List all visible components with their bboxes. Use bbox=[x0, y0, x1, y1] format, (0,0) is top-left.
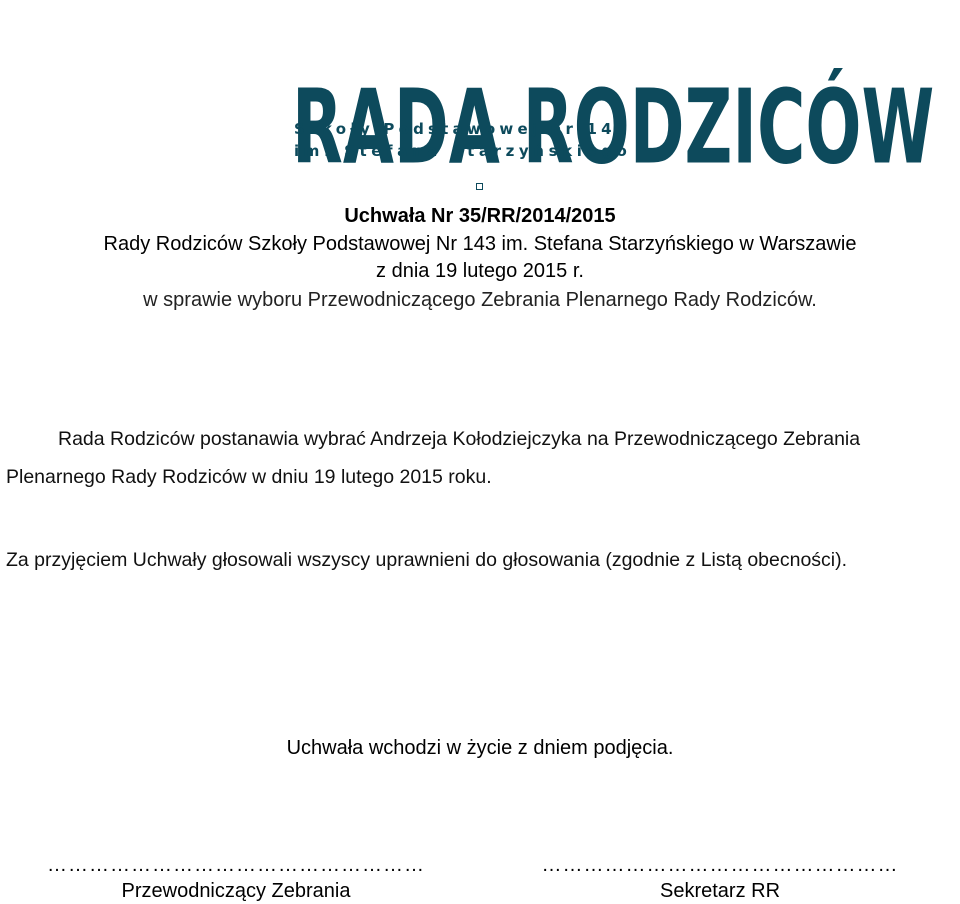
signature-secretary bbox=[500, 852, 940, 904]
resolution-subject: w sprawie wyboru Przewodniczącego Zebrania Plenarnego Rady Rodziców. bbox=[143, 289, 817, 311]
resolution-paragraph-vote: Za przyjęciem Uchwały głosowali wszyscy uprawnieni do głosowania (zgodnie z Listą obecności). bbox=[6, 549, 848, 571]
logo-subtitle-patron: im. Stefana Starzyńskiego bbox=[294, 142, 632, 160]
resolution-paragraph-decision: Rada Rodziców postanawia wybrać Andrzeja Kołodziejczyka na Przewodniczącego Zebrania Plenarnego Rady Rodziców w dniu 19 lutego 2015 roku. bbox=[6, 428, 861, 488]
signature-line: …………………………………………… bbox=[541, 854, 899, 876]
signature-chairman bbox=[6, 852, 466, 904]
signature-label: Sekretarz RR bbox=[659, 880, 781, 902]
signature-line: ……………………………………………… bbox=[47, 854, 425, 876]
resolution-issuer: Rady Rodziców Szkoły Podstawowej Nr 143 im. Stefana Starzyńskiego w Warszawie bbox=[103, 233, 857, 255]
resolution-effect: Uchwała wchodzi w życie z dniem podjęcia. bbox=[286, 737, 674, 759]
resolution-date: z dnia 19 lutego 2015 r. bbox=[376, 260, 584, 282]
logo-subtitle-school: Szkoły Podstawowej nr 143 bbox=[294, 120, 631, 138]
resolution-title: Uchwała Nr 35/RR/2014/2015 bbox=[344, 205, 616, 227]
logo-title: R A D A R O D Z I C Ó W bbox=[292, 68, 935, 188]
small-square-marker bbox=[476, 183, 483, 190]
signature-label: Przewodniczący Zebrania bbox=[121, 880, 351, 902]
